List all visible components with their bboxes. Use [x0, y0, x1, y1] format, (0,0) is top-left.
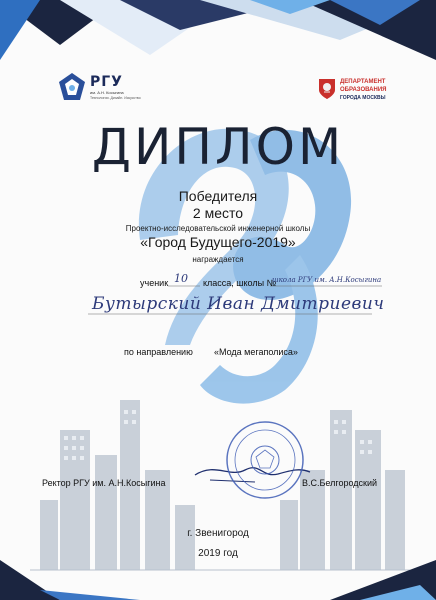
- city: г. Звенигород: [187, 528, 249, 539]
- place-label: 2 место: [192, 205, 244, 221]
- rgu-subtitle: им. А.Н. Косыгина: [90, 90, 124, 95]
- rgu-name: РГУ: [90, 74, 123, 90]
- rgu-emblem-icon: [58, 72, 86, 102]
- class-label: класса, школы №: [203, 278, 277, 288]
- department-line3: ГОРОДА МОСКВЫ: [340, 95, 386, 101]
- award-title: Победителя: [178, 188, 258, 204]
- rgu-logo: [58, 72, 178, 106]
- year: 2019 год: [198, 548, 238, 559]
- official-stamp: [227, 422, 303, 498]
- student-prefix: ученик: [140, 278, 169, 288]
- moscow-emblem-icon: [318, 78, 336, 100]
- student-name: Бутырский Иван Дмитриевич: [92, 294, 385, 314]
- direction-label: по направлению: [124, 347, 193, 357]
- rector-title: Ректор РГУ им. А.Н.Косыгина: [42, 478, 166, 488]
- grade-value: 10: [174, 272, 188, 285]
- school-intro: Проектно-исследовательской инженерной школы: [125, 224, 311, 233]
- department-line2: ОБРАЗОВАНИЯ: [340, 87, 387, 93]
- department-line1: ДЕПАРТАМЕНТ: [340, 79, 386, 85]
- school-name: «Город Будущего-2019»: [140, 234, 296, 250]
- direction-value: «Мода мегаполиса»: [214, 347, 298, 357]
- school-handwritten: школа РГУ им. А.Н.Косыгина: [272, 276, 382, 284]
- rgu-tagline: Технологии. Дизайн. Искусство: [90, 96, 141, 100]
- awarded-label: награждается: [192, 255, 244, 264]
- rector-name: В.С.Белгородский: [302, 478, 378, 488]
- education-department-logo: [318, 78, 418, 108]
- diploma-title: ДИПЛОМ: [91, 118, 345, 176]
